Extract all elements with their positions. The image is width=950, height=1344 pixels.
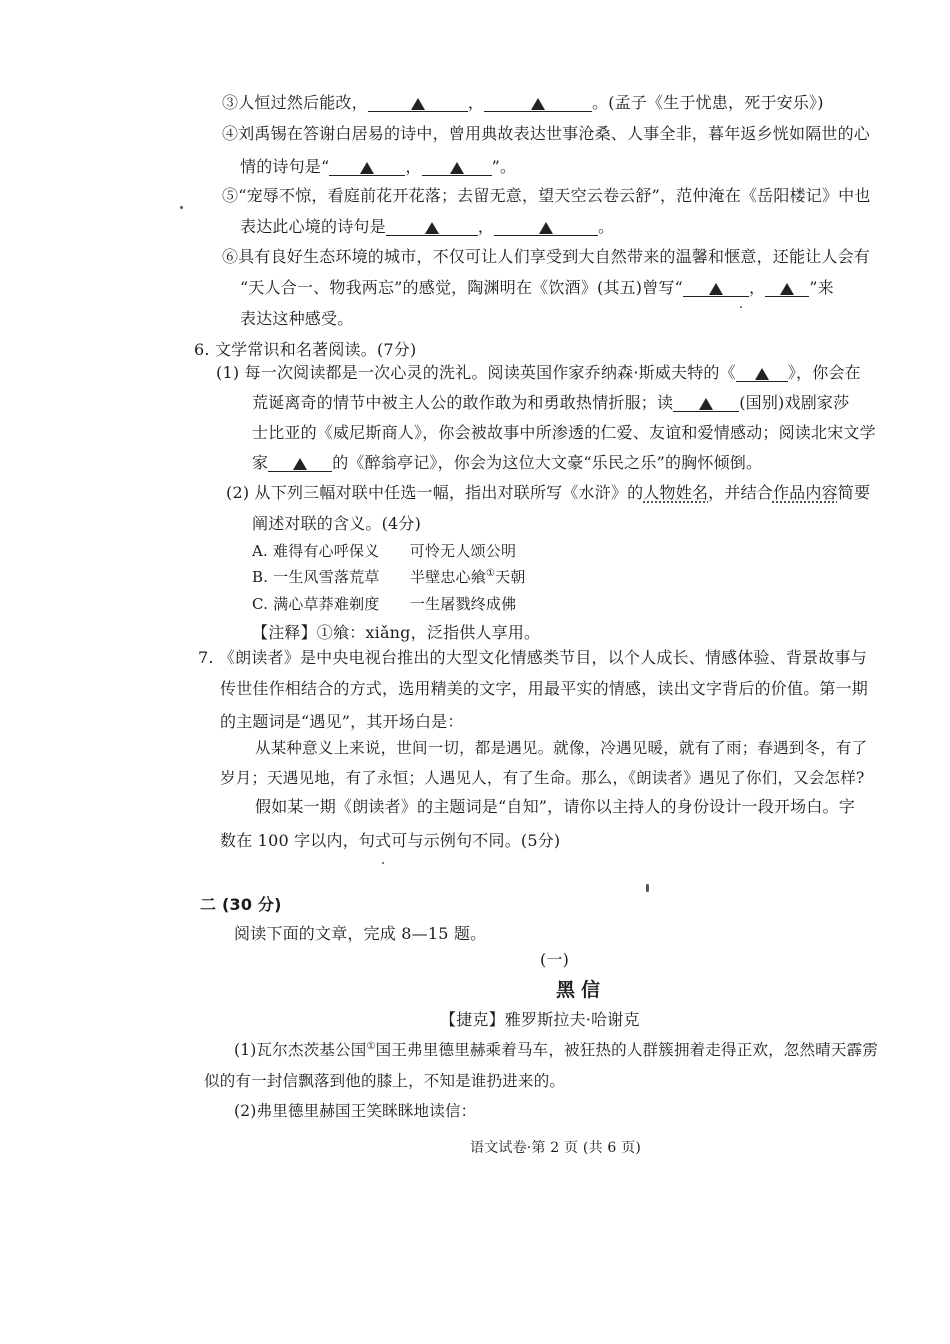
option-c: C. 满心草莽难剃度 一生屠戮终成佛 [252, 595, 517, 613]
option-b: B. 一生风雪落荒草 半壁忠心飨①天朝 [252, 568, 526, 586]
q5-item5-line2: 表达此心境的诗句是 ， 。 [240, 217, 615, 236]
q5-item4-line2: 情的诗句是“ ， ”。 [240, 157, 517, 176]
triangle-icon [425, 222, 439, 234]
q6-part1-line1: (1) 每一次阅读都是一次心灵的洗礼。阅读英国作家乔纳森·斯威夫特的《 》，你会在 [216, 363, 861, 382]
article-para2: (2)弗里德里赫国王笑眯眯地读信： [234, 1102, 477, 1120]
q7-quote-line1: 从某种意义上来说，世间一切，都是遇见。就像，冷遇见暖，就有了雨；春遇到冬，有了 [255, 739, 868, 757]
q5-item3: ③人恒过然后能改， ， 。(孟子《生于忧患，死于安乐》) [222, 93, 824, 112]
triangle-icon [699, 398, 713, 410]
triangle-icon [755, 368, 769, 380]
triangle-icon [709, 283, 723, 295]
article-para1-line1: (1)瓦尔杰茨基公国①国王弗里德里赫乘着马车，被狂热的人群簇拥着走得正欢，忽然晴天霹雳 [234, 1040, 879, 1059]
q7-line1: 7. 《朗读者》是中央电视台推出的大型文化情感类节目，以个人成长、情感体验、背景故事与 [198, 648, 867, 667]
answer-blank[interactable] [673, 393, 739, 412]
triangle-icon [411, 98, 425, 110]
q6-part2-line1: (2) 从下列三幅对联中任选一幅，指出对联所写《水浒》的人物姓名，并结合作品内容简要 [226, 483, 871, 502]
triangle-icon [531, 98, 545, 110]
q5-item4-line1: ④刘禹锡在答谢白居易的诗中，曾用典故表达世事沧桑、人事全非，暮年返乡恍如隔世的心 [222, 124, 871, 143]
page-footer: 语文试卷·第 2 页 (共 6 页) [470, 1140, 642, 1156]
part2-instruction: 阅读下面的文章，完成 8—15 题。 [234, 924, 487, 943]
triangle-icon [780, 283, 794, 295]
q7-quote-line2: 岁月；天遇见地，有了永恒；人遇见人，有了生命。那么，《朗读者》遇见了你们，又会怎样? [220, 769, 865, 787]
q6-heading: 6. 文学常识和名著阅读。(7分) [194, 340, 417, 359]
section-number: (一) [540, 950, 570, 969]
answer-blank[interactable] [683, 278, 749, 297]
q6-part1-line4: 家 的《醉翁亭记》，你会为这位大文豪“乐民之乐”的胸怀倾倒。 [252, 453, 763, 472]
article-title: 黑信 [556, 979, 607, 1001]
q5-item6-line2: “天人合一、物我两忘”的感觉，陶渊明在《饮酒》(其五)曾写“ ， ”来 [240, 278, 834, 297]
scan-speck [740, 306, 742, 308]
scan-speck [646, 884, 649, 892]
annotation-note: 【注释】①飨：xiǎng，泛指供人享用。 [252, 623, 541, 642]
answer-blank[interactable] [329, 157, 405, 176]
triangle-icon [539, 222, 553, 234]
q5-item6-line3: 表达这种感受。 [240, 309, 354, 328]
q7-task-line1: 假如某一期《朗读者》的主题词是“自知”，请你以主持人的身份设计一段开场白。字 [255, 797, 855, 816]
q5-item6-line1: ⑥具有良好生态环境的城市，不仅可让人们享受到大自然带来的温馨和惬意，还能让人会有 [222, 247, 871, 266]
triangle-icon [450, 162, 464, 174]
answer-blank[interactable] [422, 157, 492, 176]
part2-heading: 二 (30 分) [200, 895, 282, 914]
triangle-icon [360, 162, 374, 174]
answer-blank[interactable] [268, 453, 332, 472]
q7-line3: 的主题词是“遇见”，其开场白是： [220, 712, 464, 731]
answer-blank[interactable] [386, 217, 478, 236]
q6-part2-line2: 阐述对联的含义。(4分) [252, 514, 422, 533]
triangle-icon [293, 458, 307, 470]
q7-line2: 传世佳作相结合的方式，选用精美的文字，用最平实的情感，读出文字背后的价值。第一期 [220, 679, 869, 698]
answer-blank[interactable] [765, 278, 809, 297]
article-para1-line2: 似的有一封信飘落到他的膝上，不知是谁扔进来的。 [204, 1072, 566, 1090]
option-a: A. 难得有心呼保义 可怜无人颂公明 [252, 542, 517, 560]
q7-task-line2: 数在 100 字以内，句式可与示例句不同。(5分) [220, 831, 561, 850]
answer-blank[interactable] [368, 93, 468, 112]
answer-blank[interactable] [494, 217, 598, 236]
answer-blank[interactable] [736, 363, 788, 382]
answer-blank[interactable] [484, 93, 592, 112]
scan-speck [180, 206, 183, 209]
q5-item5-line1: ⑤“宠辱不惊，看庭前花开花落；去留无意，望天空云卷云舒”，范仲淹在《岳阳楼记》中也 [222, 186, 871, 205]
scan-speck [382, 862, 384, 864]
article-author: 【捷克】雅罗斯拉夫·哈谢克 [440, 1010, 640, 1029]
q6-part1-line2: 荒诞离奇的情节中被主人公的敢作敢为和勇敢热情折服；读 (国别)戏剧家莎 [252, 393, 850, 412]
q6-part1-line3: 士比亚的《威尼斯商人》，你会被故事中所渗透的仁爱、友谊和爱情感动；阅读北宋文学 [252, 423, 876, 442]
